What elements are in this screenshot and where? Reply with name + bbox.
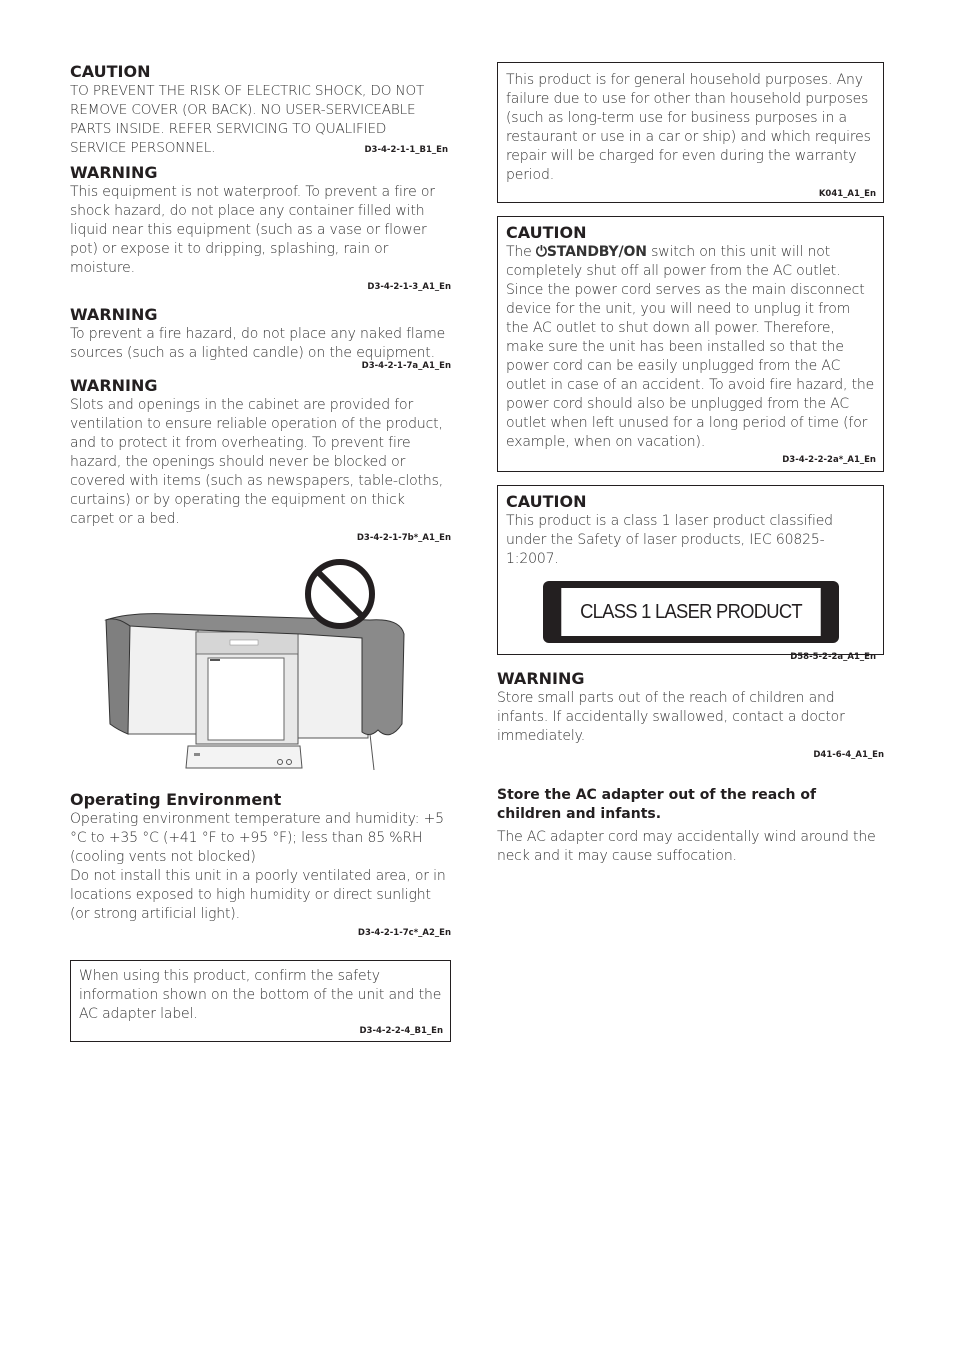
warning-small-parts [497,669,884,761]
illustration-svg [70,554,451,786]
warning-heading: WARNING [70,305,158,324]
laser-text: This product is a class 1 laser product classified under the Safety of laser products, IEC 60825-1:2007. [506,513,833,567]
warning-text: Slots and openings in the cabinet are provided for ventilation to ensure reliable operation of the product, and to protect it from overheating. To prevent fire hazard, the openings should never be blocked or covered with items (such as newspapers, table-cloths, curtains) or by operating the equipment on thick carpet or a bed. [70,397,444,527]
ac-adapter-section [497,786,884,866]
code-label: K041_A1_En [818,189,876,199]
code-label: D3-4-2-1-3_A1_En [367,282,451,292]
power-icon: ⏻ [535,244,547,260]
warning-ventilation [70,376,451,544]
operating-environment [70,790,451,939]
code-label: D3-4-2-2-4_B1_En [359,1026,443,1036]
laser-product-label [543,581,839,643]
household-text: This product is for general household purposes. Any failure due to use for other than household purposes (such as long-term use for business purposes in a restaurant or use in a car or ship) and which requires repair will be charged for even during the warranty period. [506,72,871,183]
laser-label-text: CLASS 1 LASER PRODUCT [561,588,820,636]
code-label: D41-6-4_A1_En [813,750,884,760]
standby-switch-label: STANDBY/ON [546,244,647,260]
caution-laser-box [497,485,884,662]
ac-adapter-heading: Store the AC adapter out of the reach of children and infants. [497,787,817,822]
safety-info-box [70,960,451,1042]
warning-waterproof [70,163,451,293]
warning-text: Store small parts out of the reach of children and infants. If accidentally swallowed, contact a doctor immediately. [497,690,845,744]
warning-flame [70,305,451,372]
caution-text: TO PREVENT THE RISK OF ELECTRIC SHOCK, DO NOT REMOVE COVER (OR BACK). NO USER-SERVICEABLE PARTS INSIDE. REFER SERVICING TO QUALIFIED SERVICE PERSONNEL. [70,83,425,156]
caution-standby-text: The ⏻STANDBY/ON switch on this unit will not completely shut off all power from the AC outlet. Since the power cord serves as the main disconnect device for the unit, you will need to unplug it from the AC outlet to shut down all power. Therefore, make sure the unit has been installed so that the power cord can be easily unplugged from the AC outlet in case of an accident. To avoid fire hazard, the power cord should also be unplugged from the AC outlet when left unused for a long period of time (for example, when on vacation). [506,244,875,450]
warning-text: To prevent a fire hazard, do not place any naked flame sources (such as a lighted candle) on the equipment. [70,326,446,361]
operating-text-1: Operating environment temperature and humidity: +5 °C to +35 °C (+41 °F to +95 °F); less than 85 %RH (cooling vents not blocked) [70,811,444,865]
code-label: D3-4-2-2-2a*_A1_En [782,455,876,465]
code-label: D3-4-2-1-7c*_A2_En [357,928,451,938]
code-label: D3-4-2-1-7b*_A1_En [356,533,451,543]
caution-heading: CAUTION [506,492,587,511]
code-label: D3-4-2-1-7a_A1_En [361,361,451,371]
household-box [497,62,884,203]
caution-standby-box [497,216,884,472]
warning-heading: WARNING [70,376,158,395]
ac-adapter-text: The AC adapter cord may accidentally wind around the neck and it may cause suffocation. [497,829,876,864]
safety-info-text: When using this product, confirm the safety information shown on the bottom of the unit and the AC adapter label. [79,968,442,1022]
caution-heading: CAUTION [70,62,151,81]
covered-unit-illustration [70,554,451,786]
operating-heading: Operating Environment [70,790,282,809]
operating-text-2: Do not install this unit in a poorly ventilated area, or in locations exposed to high humidity or direct sunlight (or strong artificial light). [70,868,446,922]
warning-heading: WARNING [497,669,585,688]
caution-heading: CAUTION [506,223,587,242]
caution-electric-shock [70,62,451,156]
left-column [70,62,451,1042]
warning-heading: WARNING [70,163,158,182]
code-label: D3-4-2-1-1_B1_En [364,145,448,155]
code-label: D58-5-2-2a_A1_En [790,652,876,662]
right-column [497,62,884,866]
warning-text: This equipment is not waterproof. To prevent a fire or shock hazard, do not place any container filled with liquid near this equipment (such as a vase or flower pot) or expose it to dripping, splashing, rain or moisture. [70,184,435,276]
